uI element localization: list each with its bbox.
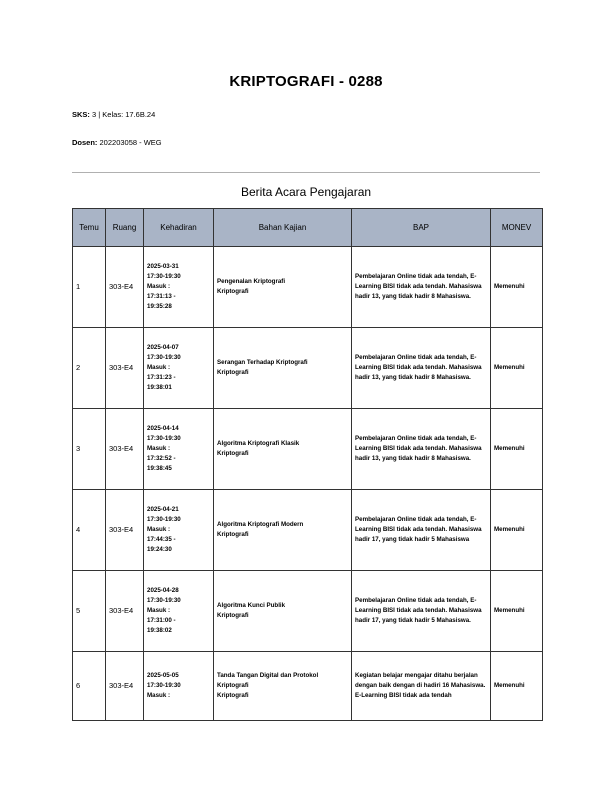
col-temu: Temu — [73, 209, 106, 247]
cell-bahan-kajian — [214, 328, 352, 409]
cell-bahan-kajian — [214, 571, 352, 652]
kehadiran-line: 17:31:23 - — [147, 374, 176, 381]
cell-monev: Memenuhi — [491, 490, 543, 571]
dosen-line — [72, 138, 162, 147]
col-bahan-kajian: Bahan Kajian — [214, 209, 352, 247]
sks-label: SKS: — [72, 110, 90, 119]
kehadiran-line: 17:30-19:30 — [147, 273, 181, 280]
kehadiran-line: 2025-05-05 — [147, 672, 179, 679]
section-title: Berita Acara Pengajaran — [240, 185, 372, 199]
cell-temu: 2 — [73, 328, 106, 409]
cell-bahan-kajian — [214, 247, 352, 328]
cell-kehadiran — [144, 490, 214, 571]
cell-ruang: 303-E4 — [106, 652, 144, 721]
table-row — [73, 490, 543, 571]
cell-monev: Memenuhi — [491, 571, 543, 652]
bahan-line: Algoritma Kriptografi Klasik — [217, 440, 300, 447]
divider — [72, 172, 540, 173]
kehadiran-line: 19:38:02 — [147, 627, 172, 634]
table-body — [73, 247, 543, 721]
col-kehadiran: Kehadiran — [144, 209, 214, 247]
cell-bahan-kajian — [214, 652, 352, 721]
kehadiran-line: 17:44:35 - — [147, 536, 176, 543]
kehadiran-line: 17:30-19:30 — [147, 597, 181, 604]
cell-bap: Pembelajaran Online tidak ada tendah, E-Learning BISI tidak ada tendah. Mahasiswa hadir 13, yang tidak hadir 8 Mahasiswa. — [352, 409, 491, 490]
bahan-line: Kriptografi — [217, 682, 249, 689]
bahan-line: Kriptografi — [217, 288, 249, 295]
kehadiran-line: 19:38:01 — [147, 384, 172, 391]
kehadiran-line: Masuk : — [147, 526, 171, 533]
kehadiran-line: 17:30-19:30 — [147, 435, 181, 442]
cell-monev: Memenuhi — [491, 409, 543, 490]
bahan-line: Serangan Terhadap Kriptografi — [217, 359, 308, 366]
cell-ruang: 303-E4 — [106, 247, 144, 328]
table-row — [73, 328, 543, 409]
kehadiran-line: 17:30-19:30 — [147, 354, 181, 361]
cell-bap: Pembelajaran Online tidak ada tendah, E-Learning BISI tidak ada tendah. Mahasiswa hadir 17, yang tidak hadir 5 Mahasiswa. — [352, 571, 491, 652]
kehadiran-line: 2025-04-28 — [147, 587, 179, 594]
bahan-line: Kriptografi — [217, 692, 249, 699]
bahan-line: Algoritma Kriptografi Modern — [217, 521, 304, 528]
cell-bap: Kegiatan belajar mengajar ditahu berjalan dengan baik dengan di hadiri 16 Mahasiswa. E-Learning BISI tidak ada tendah — [352, 652, 491, 721]
cell-ruang: 303-E4 — [106, 328, 144, 409]
kehadiran-line: Masuk : — [147, 283, 171, 290]
kehadiran-line: 17:31:00 - — [147, 617, 176, 624]
cell-ruang: 303-E4 — [106, 571, 144, 652]
table-row — [73, 247, 543, 328]
cell-monev: Memenuhi — [491, 247, 543, 328]
col-ruang: Ruang — [106, 209, 144, 247]
kehadiran-line: Masuk : — [147, 692, 171, 699]
kehadiran-line: 17:31:13 - — [147, 293, 176, 300]
cell-temu: 5 — [73, 571, 106, 652]
cell-ruang: 303-E4 — [106, 490, 144, 571]
kehadiran-line: 17:30-19:30 — [147, 682, 181, 689]
bahan-line: Tanda Tangan Digital dan Protokol — [217, 672, 319, 679]
bap-table — [72, 208, 543, 721]
cell-monev: Memenuhi — [491, 652, 543, 721]
kehadiran-line: 2025-03-31 — [147, 263, 179, 270]
kehadiran-line: 19:35:28 — [147, 303, 172, 310]
page-title: KRIPTOGRAFI - 0288 — [229, 73, 383, 90]
bahan-line: Pengenalan Kriptografi — [217, 278, 286, 285]
bahan-line: Kriptografi — [217, 612, 249, 619]
col-bap: BAP — [352, 209, 491, 247]
kehadiran-line: 2025-04-07 — [147, 344, 179, 351]
kehadiran-line: 2025-04-21 — [147, 506, 179, 513]
cell-temu: 1 — [73, 247, 106, 328]
dosen-value: 202203058 - WEG — [99, 138, 162, 147]
cell-temu: 3 — [73, 409, 106, 490]
cell-kehadiran — [144, 652, 214, 721]
kehadiran-line: 17:32:52 - — [147, 455, 176, 462]
cell-kehadiran — [144, 247, 214, 328]
sks-value: 3 | Kelas: 17.6B.24 — [92, 110, 156, 119]
kehadiran-line: 17:30-19:30 — [147, 516, 181, 523]
kehadiran-line: 19:24:30 — [147, 546, 172, 553]
kehadiran-line: Masuk : — [147, 364, 171, 371]
cell-temu: 4 — [73, 490, 106, 571]
cell-bap: Pembelajaran Online tidak ada tendah, E-Learning BISI tidak ada tendah. Mahasiswa hadir 13, yang tidak hadir 8 Mahasiswa. — [352, 328, 491, 409]
col-monev: MONEV — [491, 209, 543, 247]
table-header-row — [73, 209, 543, 247]
cell-monev: Memenuhi — [491, 328, 543, 409]
kehadiran-line: Masuk : — [147, 607, 171, 614]
table-row — [73, 409, 543, 490]
cell-kehadiran — [144, 328, 214, 409]
bahan-line: Algoritma Kunci Publik — [217, 602, 286, 609]
cell-temu: 6 — [73, 652, 106, 721]
cell-bahan-kajian — [214, 490, 352, 571]
cell-bap: Pembelajaran Online tidak ada tendah, E-Learning BISI tidak ada tendah. Mahasiswa hadir 17, yang tidak hadir 5 Mahasiswa — [352, 490, 491, 571]
cell-bap: Pembelajaran Online tidak ada tendah, E-Learning BISI tidak ada tendah. Mahasiswa hadir 13, yang tidak hadir 8 Mahasiswa. — [352, 247, 491, 328]
kehadiran-line: Masuk : — [147, 445, 171, 452]
kehadiran-line: 19:38:45 — [147, 465, 172, 472]
dosen-label: Dosen: — [72, 138, 98, 147]
cell-kehadiran — [144, 571, 214, 652]
kehadiran-line: 2025-04-14 — [147, 425, 179, 432]
bahan-line: Kriptografi — [217, 450, 249, 457]
bahan-line: Kriptografi — [217, 531, 249, 538]
cell-bahan-kajian — [214, 409, 352, 490]
bahan-line: Kriptografi — [217, 369, 249, 376]
table-row — [73, 652, 543, 721]
sks-kelas-line — [72, 110, 155, 119]
cell-kehadiran — [144, 409, 214, 490]
cell-ruang: 303-E4 — [106, 409, 144, 490]
table-row — [73, 571, 543, 652]
